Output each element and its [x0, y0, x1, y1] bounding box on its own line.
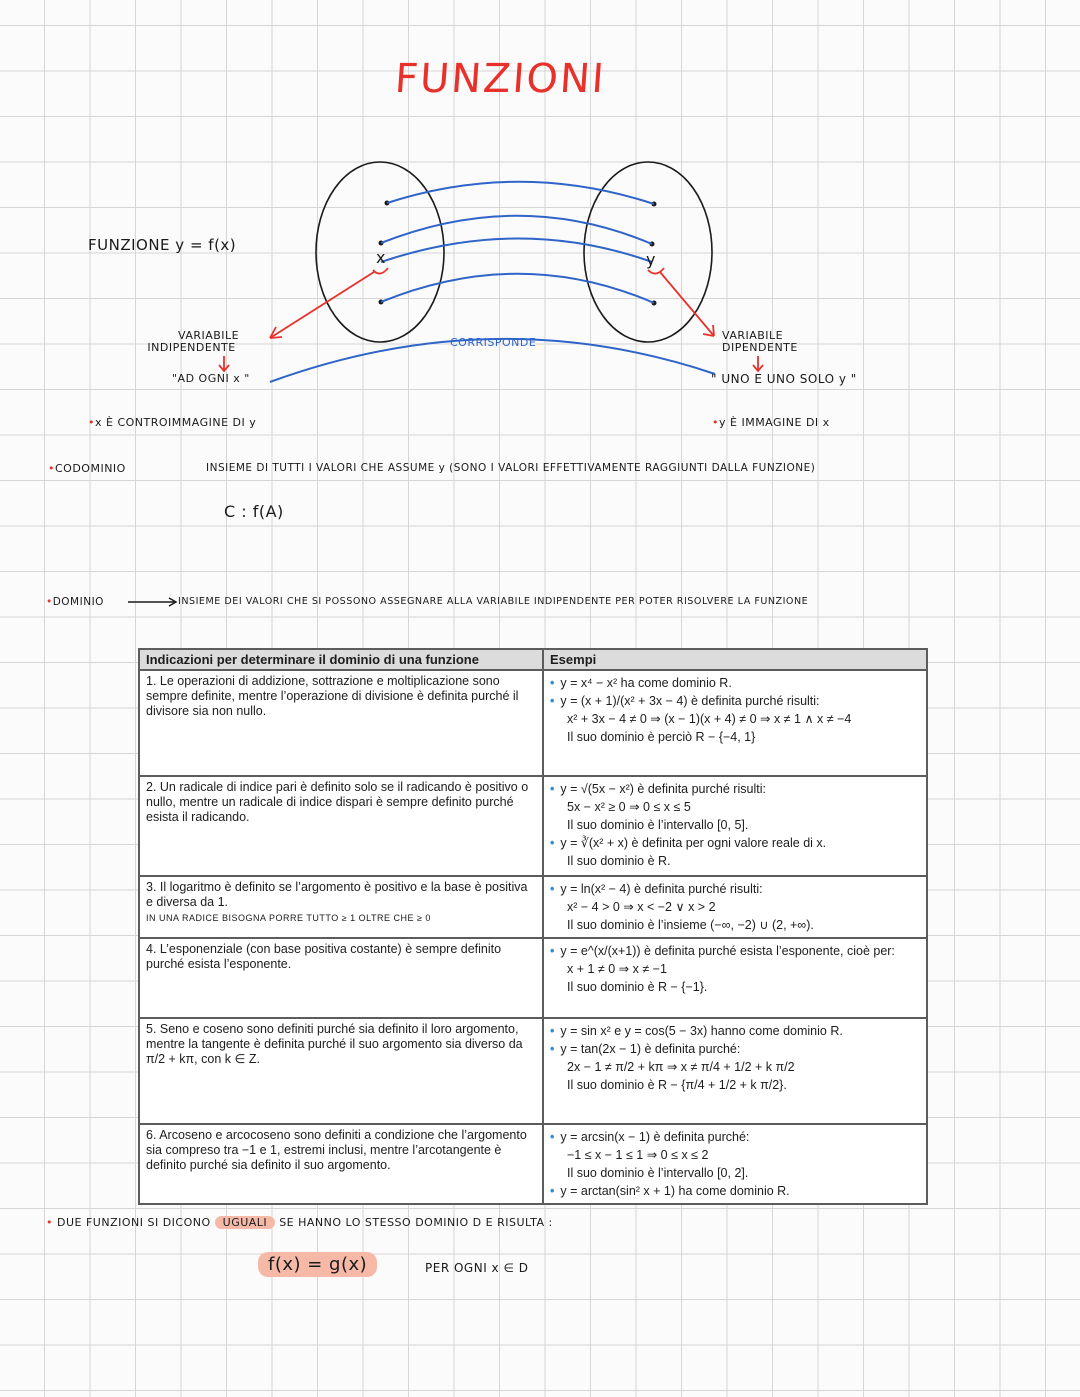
- codominio-label-text: CODOMINIO: [55, 462, 126, 475]
- table-cell-examples: [543, 1124, 927, 1204]
- example-line: x² − 4 > 0 ⇒ x < −2 ∨ x > 2: [567, 900, 716, 914]
- table-cell-examples: [543, 670, 927, 776]
- example-line: Il suo dominio è l’intervallo [0, 5].: [567, 818, 749, 832]
- table-row: [139, 670, 927, 776]
- example-line: • y = sin x² e y = cos(5 − 3x) hanno come dominio R.: [550, 1022, 920, 1040]
- example-line: Il suo dominio è R − {−1}.: [567, 980, 708, 994]
- bullet-icon: •: [46, 1216, 53, 1229]
- y-label: y: [646, 250, 656, 269]
- example-line: • y = √(5x − x²) è definita purché risulti:: [550, 780, 920, 798]
- table-row: [139, 776, 927, 876]
- example-line: 5x − x² ≥ 0 ⇒ 0 ≤ x ≤ 5: [567, 800, 691, 814]
- uguali-text-after: SE HANNO LO STESSO DOMINIO D E RISULTA :: [279, 1216, 553, 1229]
- table-header-right: Esempi: [543, 649, 927, 670]
- example-line: Il suo dominio è R − {π/4 + 1/2 + k π/2}.: [567, 1078, 787, 1092]
- table-cell-rule: 6. Arcoseno e arcocoseno sono definiti a condizione che l’argomento sia compreso tra −1 e 1, estremi inclusi, mentre l’arcotangente è definito purché sia definito il suo argomento.: [139, 1124, 543, 1204]
- corrisponde-label: CORRISPONDE: [450, 336, 537, 349]
- example-line: x + 1 ≠ 0 ⇒ x ≠ −1: [567, 962, 667, 976]
- table-row: [139, 1018, 927, 1124]
- uguali-formula: [258, 1254, 377, 1275]
- codominio-formula: C : f(A): [224, 502, 284, 521]
- var-dip-line1: VARIABILE: [722, 329, 784, 342]
- codominio-definition: INSIEME DI TUTTI I VALORI CHE ASSUME y (SONO I VALORI EFFETTIVAMENTE RAGGIUNTI DALLA FUNZIONE): [206, 462, 816, 474]
- table-cell-examples: [543, 1018, 927, 1124]
- dominio-label-text: DOMINIO: [52, 596, 104, 608]
- table-row: [139, 1124, 927, 1204]
- uguali-condition: PER OGNI x ∈ D: [425, 1261, 529, 1275]
- uguali-formula-text: f(x) = g(x): [258, 1252, 377, 1277]
- example-line: 2x − 1 ≠ π/2 + kπ ⇒ x ≠ π/4 + 1/2 + k π/2: [567, 1060, 795, 1074]
- page-title: FUNZIONI: [393, 56, 608, 102]
- table-cell-rule: 4. L’esponenziale (con base positiva costante) è sempre definito purché esista l’esponente.: [139, 938, 543, 1018]
- immagine-text: y È IMMAGINE DI x: [719, 416, 830, 429]
- table-cell-rule: 2. Un radicale di indice pari è definito solo se il radicando è positivo o nullo, mentre un radicale di indice dispari è sempre definito purché esista il radicando.: [139, 776, 543, 876]
- controimmagine-text: x È CONTROIMMAGINE DI y: [95, 416, 257, 429]
- rule-text: 3. Il logaritmo è definito se l’argomento è positivo e la base è positiva e diversa da 1.: [146, 880, 528, 909]
- var-indip-line2: INDIPENDENTE: [147, 341, 236, 354]
- example-line: • y = (x + 1)/(x² + 3x − 4) è definita purché risulti:: [550, 692, 920, 710]
- dominio-definition: INSIEME DEI VALORI CHE SI POSSONO ASSEGNARE ALLA VARIABILE INDIPENDENTE PER POTER RISOLVERE LA FUNZIONE: [178, 596, 809, 607]
- example-line: • y = tan(2x − 1) è definita purché:: [550, 1040, 920, 1058]
- table-cell-rule: 1. Le operazioni di addizione, sottrazione e moltiplicazione sono sempre definite, mentre l’operazione di divisione è definita purché il divisore sia non nullo.: [139, 670, 543, 776]
- var-dip-line2: DIPENDENTE: [722, 341, 798, 354]
- example-line: x² + 3x − 4 ≠ 0 ⇒ (x − 1)(x + 4) ≠ 0 ⇒ x ≠ 1 ∧ x ≠ −4: [567, 712, 852, 726]
- table-cell-examples: [543, 938, 927, 1018]
- example-line: Il suo dominio è R.: [567, 854, 671, 868]
- domain-rules-table: [138, 648, 928, 1205]
- uguali-statement: [46, 1216, 553, 1229]
- bullet-icon: •: [88, 416, 95, 429]
- example-line: • y = ln(x² − 4) è definita purché risulti:: [550, 880, 920, 898]
- uno-solo-label: " UNO E UNO SOLO y ": [711, 372, 857, 386]
- funzione-label: FUNZIONE y = f(x): [88, 236, 237, 254]
- bullet-icon: •: [712, 416, 719, 429]
- example-line: −1 ≤ x − 1 ≤ 1 ⇒ 0 ≤ x ≤ 2: [567, 1148, 709, 1162]
- example-line: Il suo dominio è perciò R − {−4, 1}: [567, 730, 756, 744]
- bullet-icon: •: [46, 596, 53, 608]
- example-line: Il suo dominio è l’intervallo [0, 2].: [567, 1166, 749, 1180]
- dominio-arrow: [0, 0, 1080, 620]
- uguali-highlight: UGUALI: [215, 1216, 276, 1229]
- example-line: • y = arcsin(x − 1) è definita purché:: [550, 1128, 920, 1146]
- table-row: [139, 938, 927, 1018]
- table-header-left: Indicazioni per determinare il dominio di una funzione: [139, 649, 543, 670]
- handwritten-note: IN UNA RADICE BISOGNA PORRE TUTTO ≥ 1 OLTRE CHE ≥ 0: [146, 913, 431, 923]
- x-label: x: [376, 248, 386, 267]
- table-header-row: [139, 649, 927, 670]
- bullet-icon: •: [48, 462, 55, 475]
- example-line: • y = e^(x/(x+1)) è definita purché esista l’esponente, cioè per:: [550, 942, 920, 960]
- table-cell-examples: [543, 776, 927, 876]
- dominio-label: [46, 596, 104, 608]
- table-cell-examples: [543, 876, 927, 938]
- example-line: • y = x⁴ − x² ha come dominio R.: [550, 674, 920, 692]
- example-line: Il suo dominio è l’insieme (−∞, −2) ∪ (2, +∞).: [567, 918, 814, 932]
- ad-ogni-label: "AD OGNI x ": [172, 372, 250, 385]
- example-line: • y = arctan(sin² x + 1) ha come dominio R.: [550, 1182, 920, 1200]
- var-indip-line1: VARIABILE: [178, 329, 240, 342]
- table-cell-rule: [139, 876, 543, 938]
- table-cell-rule: 5. Seno e coseno sono definiti purché sia definito il loro argomento, mentre la tangente è definita purché il suo argomento sia diverso da π/2 + kπ, con k ∈ Z.: [139, 1018, 543, 1124]
- table-row: [139, 876, 927, 938]
- example-line: • y = ∛(x² + x) è definita per ogni valore reale di x.: [550, 834, 920, 852]
- uguali-text-before: DUE FUNZIONI SI DICONO: [57, 1216, 211, 1229]
